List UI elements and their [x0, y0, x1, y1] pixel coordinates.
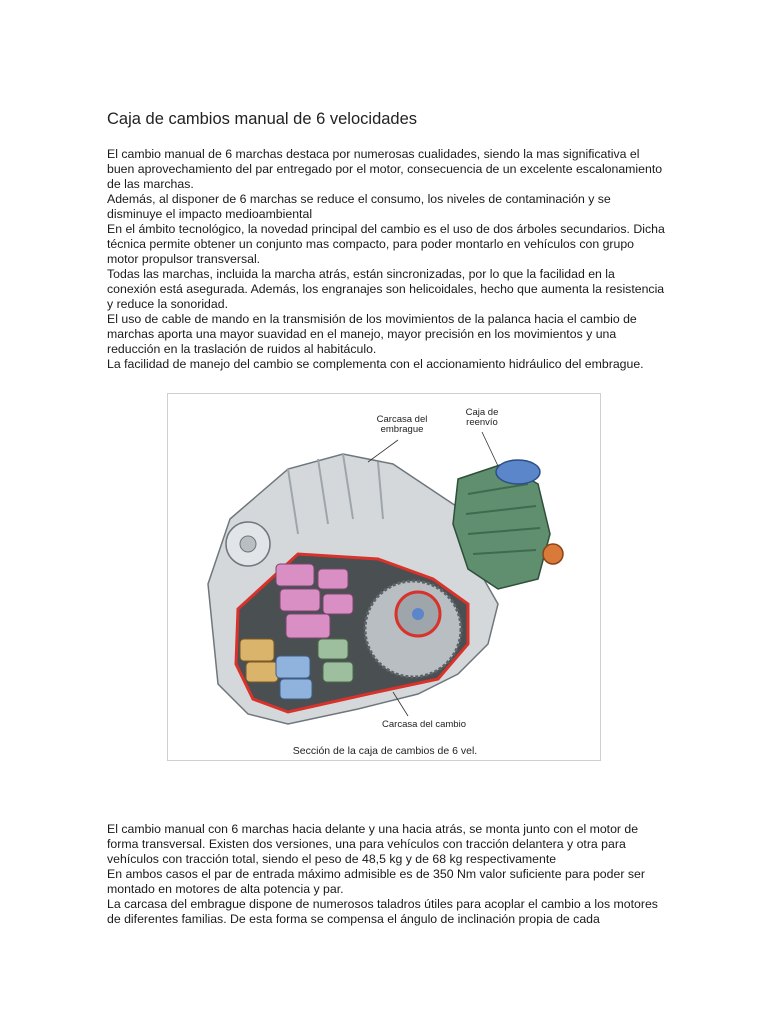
paragraph: El uso de cable de mando en la transmisión de los movimientos de la palanca hacia el cambio de marchas aporta una mayor suavidad en el manejo, mayor precisión en los movimientos y una reducción en la traslación de ruidos al habitáculo.: [107, 312, 637, 356]
label-gearbox-housing: Carcasa del cambio: [382, 719, 466, 730]
transfer-flange-orange: [543, 544, 563, 564]
page-title: Caja de cambios manual de 6 velocidades: [107, 110, 418, 128]
transfer-flange-blue: [496, 460, 540, 484]
differential-center: [412, 608, 424, 620]
paragraph: La facilidad de manejo del cambio se complementa con el accionamiento hidráulico del embrague.: [107, 357, 644, 371]
paragraph: Además, al disponer de 6 marchas se reduce el consumo, los niveles de contaminación y se disminuye el impacto medioambiental: [107, 192, 611, 221]
paragraph: En ambos casos el par de entrada máximo admisible es de 350 Nm valor suficiente para poder ser montado en motores de alta potencia y par.: [107, 867, 645, 896]
paragraph: La carcasa del embrague dispone de numerosos taladros útiles para acoplar el cambio a los motores de diferentes familias. De esta forma se compensa el ángulo de inclinación propia de cada: [107, 897, 658, 926]
paragraph: El cambio manual de 6 marchas destaca por numerosas cualidades, siendo la mas significativa el buen aprovechamiento del par entregado por el motor, consecuencia de un excelente escalonamiento de las marchas.: [107, 147, 663, 191]
label-clutch-housing: Carcasa del embrague: [376, 414, 428, 435]
gear-stack-gold: [240, 639, 278, 682]
gear-stack-blue: [276, 656, 312, 699]
details-text: [107, 822, 667, 927]
leader-line-embrague: [368, 440, 398, 462]
gearbox-figure: [167, 393, 601, 761]
paragraph: En el ámbito tecnológico, la novedad principal del cambio es el uso de dos árboles secundarios. Dicha técnica permite obtener un conjunto mas compacto, para poder montarlo en vehículos con grupo motor propulsor transversal.: [107, 222, 665, 266]
bolt-boss-center: [240, 536, 256, 552]
leader-line-reenvio: [482, 432, 498, 466]
figure-caption: Sección de la caja de cambios de 6 vel.: [292, 745, 478, 757]
gearbox-illustration: [168, 394, 601, 761]
paragraph: El cambio manual con 6 marchas hacia delante y una hacia atrás, se monta junto con el motor de forma transversal. Existen dos versiones, una para vehículos con tracción delantera y otra para vehículos con tracción total, siendo el peso de 48,5 kg y de 68 kg respectivamente: [107, 822, 639, 866]
label-transfer-box: Caja de reenvío: [465, 407, 499, 428]
paragraph: Todas las marchas, incluida la marcha atrás, están sincronizadas, por lo que la facilidad en la conexión está asegurada. Además, los engranajes son helicoidales, hecho que aumenta la resistencia y reduce la sonoridad.: [107, 267, 665, 311]
intro-text: [107, 147, 667, 372]
